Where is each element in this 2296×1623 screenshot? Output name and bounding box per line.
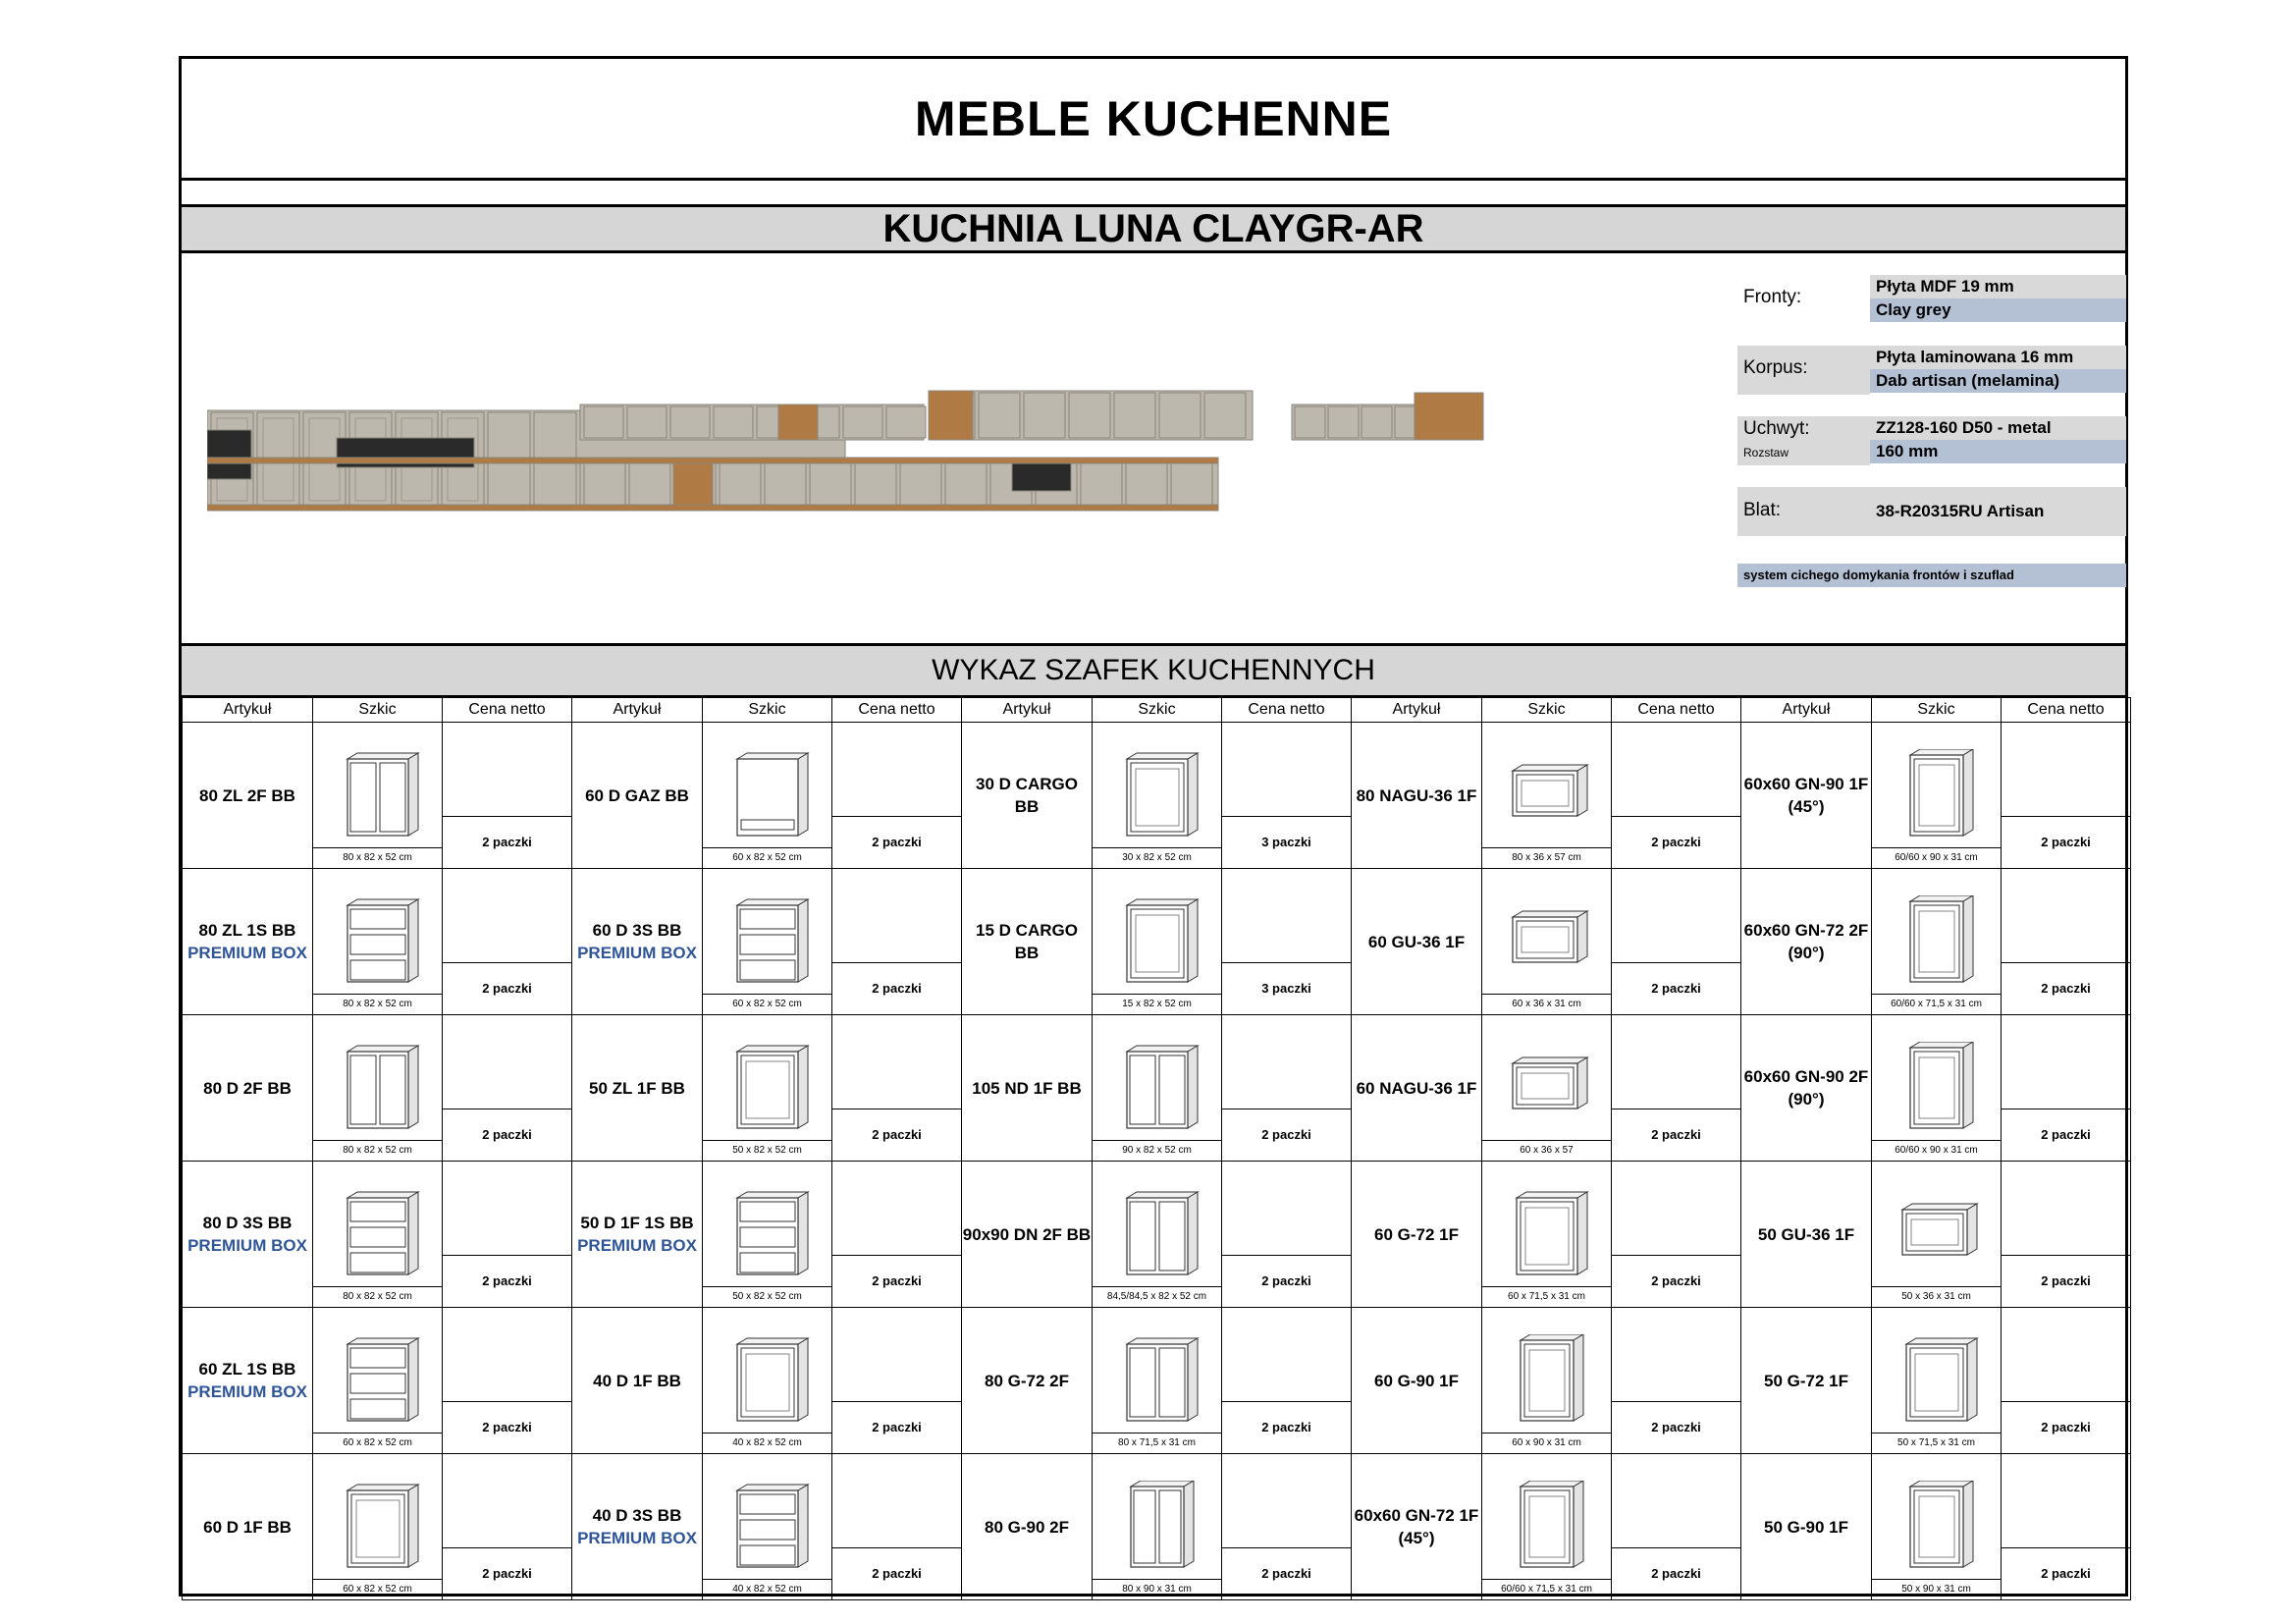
dimension-label: 50 x 36 x 31 cm <box>1872 1286 2001 1307</box>
open-shelf-1 <box>778 405 818 440</box>
price-cell <box>1222 1015 1352 1162</box>
article-cell <box>962 869 1093 1015</box>
table-row <box>183 723 2131 869</box>
cargo-slim-base-icon <box>1113 895 1201 994</box>
price-cell <box>443 1308 572 1454</box>
article-cell <box>1352 723 1482 869</box>
hero-area <box>182 253 2125 646</box>
dimension-label: 80 x 71,5 x 31 cm <box>1093 1433 1221 1453</box>
article-name: 60 D 3S BB <box>592 921 682 940</box>
sketch-cell <box>1482 1162 1612 1308</box>
price-cell <box>2002 723 2131 869</box>
dimension-label: 60 x 36 x 31 cm <box>1482 994 1611 1014</box>
article-cell <box>572 1308 703 1454</box>
header-artykul: Artykuł <box>1352 698 1482 723</box>
package-count: 2 paczki <box>1222 1401 1351 1453</box>
package-count: 2 paczki <box>1222 1547 1351 1599</box>
dimension-label: 60 x 71,5 x 31 cm <box>1482 1286 1611 1307</box>
sketch-cell <box>1872 1162 2002 1308</box>
dimension-label: 50 x 71,5 x 31 cm <box>1872 1433 2001 1453</box>
corner-wall-45-icon <box>1893 749 1981 847</box>
sketch-cell <box>1093 869 1222 1015</box>
table-row <box>183 1162 2131 1308</box>
package-count: 2 paczki <box>2002 816 2130 868</box>
oven-unit <box>207 430 251 479</box>
hood-cabinet-small-icon <box>1503 1042 1591 1140</box>
page-title: MEBLE KUCHENNE <box>914 90 1393 146</box>
spec-fronty <box>1737 275 2126 324</box>
dimension-label: 80 x 82 x 52 cm <box>313 847 442 868</box>
article-name: 40 D 1F BB <box>593 1371 681 1390</box>
article-name: 80 NAGU-36 1F <box>1356 785 1477 805</box>
article-cell <box>1741 1308 1872 1454</box>
base-1-door-icon <box>334 1481 422 1579</box>
article-cell <box>1741 1015 1872 1162</box>
wall-1-door-small-icon <box>1893 1334 1981 1433</box>
article-name: 60x60 GN-72 2F (90°) <box>1743 921 1869 962</box>
article-name: 15 D CARGO BB <box>976 921 1078 962</box>
spec-blat-label: Blat: <box>1743 500 1782 520</box>
sketch-cell <box>1093 1308 1222 1454</box>
spec-fronty-line1: Płyta MDF 19 mm <box>1870 275 2126 298</box>
open-shelf-2 <box>929 391 973 440</box>
open-gas-base-icon <box>723 749 812 847</box>
sink-drawer-base-icon <box>334 895 422 994</box>
article-name: 60 G-72 1F <box>1374 1224 1459 1244</box>
article-name: 80 G-72 2F <box>985 1371 1069 1390</box>
corner-base-icon <box>1113 1042 1201 1140</box>
article-cell <box>1741 1162 1872 1308</box>
sketch-cell <box>703 723 832 869</box>
sketch-cell <box>703 1454 832 1600</box>
kitchen-name: KUCHNIA LUNA CLAYGR-AR <box>882 206 1424 250</box>
article-cell <box>1352 1308 1482 1454</box>
article-name: 60x60 GN-72 1F (45°) <box>1354 1506 1479 1547</box>
sketch-cell <box>1093 723 1222 869</box>
sketch-cell <box>1872 1015 2002 1162</box>
premium-box-label: PREMIUM BOX <box>187 944 307 962</box>
header-szkic: Szkic <box>1093 698 1222 723</box>
article-cell <box>183 869 313 1015</box>
price-cell <box>443 1015 572 1162</box>
dimension-label: 40 x 82 x 52 cm <box>703 1433 831 1453</box>
sketch-cell <box>703 1308 832 1454</box>
wall-1-door-icon <box>1503 1188 1591 1286</box>
spec-korpus <box>1737 346 2126 395</box>
article-cell <box>572 1162 703 1308</box>
article-name: 50 GU-36 1F <box>1757 1224 1855 1244</box>
corner-wall-tall-icon <box>1893 1042 1981 1140</box>
package-count: 2 paczki <box>443 962 571 1014</box>
package-count: 2 paczki <box>832 1401 961 1453</box>
open-shelf-3 <box>1415 393 1483 440</box>
header-cena: Cena netto <box>832 698 962 723</box>
sketch-cell <box>313 723 443 869</box>
package-count: 2 paczki <box>1612 816 1740 868</box>
dimension-label: 50 x 90 x 31 cm <box>1872 1579 2001 1599</box>
price-cell <box>2002 1308 2131 1454</box>
sketch-cell <box>1093 1454 1222 1600</box>
subtitle-band <box>182 204 2125 253</box>
article-cell <box>1352 1015 1482 1162</box>
package-count: 2 paczki <box>832 1255 961 1307</box>
header-szkic: Szkic <box>1482 698 1612 723</box>
cargo-base-icon <box>1113 749 1201 847</box>
article-cell <box>1352 869 1482 1015</box>
article-name: 50 G-90 1F <box>1764 1517 1848 1537</box>
catalog-sheet <box>179 56 2128 1596</box>
dimension-label: 15 x 82 x 52 cm <box>1093 994 1221 1014</box>
article-cell <box>572 1015 703 1162</box>
section-band <box>182 646 2125 697</box>
package-count: 2 paczki <box>1612 962 1740 1014</box>
sketch-cell <box>703 1015 832 1162</box>
dimension-label: 80 x 82 x 52 cm <box>313 994 442 1014</box>
table-row <box>183 1015 2131 1162</box>
spec-uchwyt <box>1737 416 2126 465</box>
sketch-cell <box>1482 1454 1612 1600</box>
article-cell <box>1352 1454 1482 1600</box>
sketch-cell <box>313 1308 443 1454</box>
article-cell <box>962 1015 1093 1162</box>
dimension-label: 80 x 90 x 31 cm <box>1093 1579 1221 1599</box>
price-cell <box>1612 1454 1741 1600</box>
header-szkic: Szkic <box>1872 698 2002 723</box>
spec-blat-line1: 38-R20315RU Artisan <box>1876 502 2045 520</box>
price-cell <box>2002 869 2131 1015</box>
plinth <box>207 505 1218 511</box>
door-drawer-base-icon <box>723 1188 812 1286</box>
l-corner-base-icon <box>1113 1188 1201 1286</box>
spec-fronty-label: Fronty: <box>1743 287 1802 307</box>
price-cell <box>1612 723 1741 869</box>
table-row <box>183 869 2131 1015</box>
article-cell <box>962 1162 1093 1308</box>
header-szkic: Szkic <box>313 698 443 723</box>
header-szkic: Szkic <box>703 698 832 723</box>
header-cena: Cena netto <box>1612 698 1741 723</box>
article-cell <box>962 1454 1093 1600</box>
price-cell <box>1222 1308 1352 1454</box>
dimension-label: 80 x 82 x 52 cm <box>313 1140 442 1161</box>
cabinet-grid <box>182 697 2125 1600</box>
spec-korpus-line2: Dab artisan (melamina) <box>1870 369 2126 393</box>
sketch-cell <box>313 1162 443 1308</box>
sketch-cell <box>1872 1308 2002 1454</box>
header-cena: Cena netto <box>2002 698 2131 723</box>
spec-blat <box>1737 487 2126 536</box>
sketch-cell <box>1872 1454 2002 1600</box>
corner-wall-90-icon <box>1893 895 1981 994</box>
package-count: 2 paczki <box>832 816 961 868</box>
article-cell <box>183 1454 313 1600</box>
spec-table <box>1737 275 2126 603</box>
wall-flap-cabinet-icon <box>1503 895 1591 994</box>
sink-base-1-door-icon <box>723 1042 812 1140</box>
spec-system <box>1737 564 2126 587</box>
package-count: 2 paczki <box>443 1109 571 1161</box>
dimension-label: 60/60 x 71,5 x 31 cm <box>1482 1579 1611 1599</box>
package-count: 2 paczki <box>2002 1109 2130 1161</box>
article-name: 60 ZL 1S BB <box>198 1360 296 1379</box>
article-name: 60 D 1F BB <box>203 1517 292 1537</box>
article-name: 60 GU-36 1F <box>1367 932 1466 951</box>
sketch-cell <box>313 1015 443 1162</box>
price-cell <box>1222 723 1352 869</box>
price-cell <box>443 1454 572 1600</box>
package-count: 3 paczki <box>1222 962 1351 1014</box>
tall-wall-1-door-icon <box>1503 1334 1591 1433</box>
package-count: 2 paczki <box>832 962 961 1014</box>
sketch-cell <box>1482 869 1612 1015</box>
article-name: 80 ZL 1S BB <box>198 921 296 940</box>
package-count: 2 paczki <box>2002 1255 2130 1307</box>
package-count: 2 paczki <box>2002 1547 2130 1599</box>
article-name: 80 G-90 2F <box>985 1517 1069 1537</box>
article-name: 50 G-72 1F <box>1764 1371 1848 1390</box>
article-name: 30 D CARGO BB <box>976 775 1078 816</box>
article-name: 60x60 GN-90 2F (90°) <box>1743 1067 1869 1109</box>
table-row <box>183 1308 2131 1454</box>
wall-2-door-icon <box>1113 1334 1201 1433</box>
sketch-cell <box>703 1162 832 1308</box>
package-count: 2 paczki <box>443 1401 571 1453</box>
built-in-oven <box>1012 463 1071 491</box>
package-count: 2 paczki <box>1612 1255 1740 1307</box>
price-cell <box>832 1015 962 1162</box>
dimension-label: 80 x 82 x 52 cm <box>313 1286 442 1307</box>
price-cell <box>443 723 572 869</box>
price-cell <box>832 1308 962 1454</box>
sketch-cell <box>1093 1162 1222 1308</box>
spec-uchwyt-note: Rozstaw <box>1743 446 1789 460</box>
wide-drawer-base-icon <box>334 1188 422 1286</box>
article-name: 80 ZL 2F BB <box>199 785 295 805</box>
dimension-label: 50 x 82 x 52 cm <box>703 1286 831 1307</box>
tall-wall-narrow-icon <box>1893 1481 1981 1579</box>
dimension-label: 60 x 90 x 31 cm <box>1482 1433 1611 1453</box>
article-cell <box>183 723 313 869</box>
package-count: 2 paczki <box>1612 1547 1740 1599</box>
premium-box-label: PREMIUM BOX <box>187 1236 307 1255</box>
sketch-cell <box>1872 869 2002 1015</box>
article-cell <box>1741 723 1872 869</box>
spec-fronty-line2: Clay grey <box>1870 298 2126 322</box>
dimension-label: 60 x 82 x 52 cm <box>703 847 831 868</box>
sketch-cell <box>313 869 443 1015</box>
header-artykul: Artykuł <box>1741 698 1872 723</box>
package-count: 2 paczki <box>1612 1109 1740 1161</box>
sketch-cell <box>313 1454 443 1600</box>
narrow-drawer-base-icon <box>723 1481 812 1579</box>
header-cena: Cena netto <box>1222 698 1352 723</box>
article-cell <box>962 1308 1093 1454</box>
article-cell <box>183 1308 313 1454</box>
premium-box-label: PREMIUM BOX <box>187 1382 307 1401</box>
spec-korpus-label: Korpus: <box>1743 357 1808 378</box>
wall-flap-small-icon <box>1893 1188 1981 1286</box>
price-cell <box>2002 1015 2131 1162</box>
article-cell <box>1352 1162 1482 1308</box>
spec-system-note: system cichego domykania frontów i szuflad <box>1737 564 2126 587</box>
dimension-label: 60/60 x 71,5 x 31 cm <box>1872 994 2001 1014</box>
dimension-label: 60 x 82 x 52 cm <box>313 1579 442 1599</box>
dimension-label: 60/60 x 90 x 31 cm <box>1872 1140 2001 1161</box>
article-cell <box>1741 1454 1872 1600</box>
package-count: 2 paczki <box>443 1547 571 1599</box>
package-count: 2 paczki <box>832 1547 961 1599</box>
sink-base-2-door-icon <box>334 749 422 847</box>
narrow-base-door-icon <box>723 1334 812 1433</box>
price-cell <box>443 869 572 1015</box>
sketch-cell <box>703 869 832 1015</box>
spec-uchwyt-line1: ZZ128-160 D50 - metal <box>1870 416 2126 440</box>
article-name: 60 G-90 1F <box>1374 1371 1459 1390</box>
price-cell <box>832 1454 962 1600</box>
table-header-row <box>183 698 2131 723</box>
kitchen-render-illustration <box>207 352 1896 528</box>
package-count: 2 paczki <box>1612 1401 1740 1453</box>
package-count: 2 paczki <box>2002 1401 2130 1453</box>
sketch-cell <box>1482 1015 1612 1162</box>
dimension-label: 30 x 82 x 52 cm <box>1093 847 1221 868</box>
article-cell <box>183 1015 313 1162</box>
package-count: 3 paczki <box>1222 816 1351 868</box>
article-name: 105 ND 1F BB <box>972 1078 1082 1098</box>
article-cell <box>572 869 703 1015</box>
article-name: 50 ZL 1F BB <box>589 1078 685 1098</box>
article-cell <box>962 723 1093 869</box>
premium-box-label: PREMIUM BOX <box>577 1529 697 1547</box>
price-cell <box>832 723 962 869</box>
tall-wall-2-door-icon <box>1113 1481 1201 1579</box>
dimension-label: 60/60 x 90 x 31 cm <box>1872 847 2001 868</box>
header-artykul: Artykuł <box>572 698 703 723</box>
sketch-cell <box>1482 1308 1612 1454</box>
article-name: 40 D 3S BB <box>592 1506 682 1525</box>
header-cena: Cena netto <box>443 698 572 723</box>
package-count: 2 paczki <box>1222 1109 1351 1161</box>
article-name: 80 D 3S BB <box>202 1214 293 1232</box>
price-cell <box>2002 1454 2131 1600</box>
cabinet-table <box>182 697 2131 1600</box>
title-band <box>182 59 2125 181</box>
price-cell <box>832 1162 962 1308</box>
article-name: 90x90 DN 2F BB <box>962 1224 1092 1244</box>
sketch-cell <box>1093 1015 1222 1162</box>
dimension-label: 60 x 82 x 52 cm <box>703 994 831 1014</box>
price-cell <box>1612 1308 1741 1454</box>
package-count: 2 paczki <box>1222 1255 1351 1307</box>
header-artykul: Artykuł <box>962 698 1093 723</box>
price-cell <box>1222 1454 1352 1600</box>
sink-drawer-small-icon <box>334 1334 422 1433</box>
spec-korpus-line1: Płyta laminowana 16 mm <box>1870 346 2126 369</box>
corner-wall-45-small-icon <box>1503 1481 1591 1579</box>
sketch-cell <box>1872 723 2002 869</box>
drawer-base-3-icon <box>723 895 812 994</box>
dimension-label: 40 x 82 x 52 cm <box>703 1579 831 1599</box>
premium-box-label: PREMIUM BOX <box>577 1236 697 1255</box>
package-count: 2 paczki <box>443 1255 571 1307</box>
dimension-label: 84,5/84,5 x 82 x 52 cm <box>1093 1286 1221 1307</box>
spec-uchwyt-line2: 160 mm <box>1870 440 2126 463</box>
article-name: 80 D 2F BB <box>203 1078 292 1098</box>
sketch-cell <box>1482 723 1612 869</box>
article-name: 60 D GAZ BB <box>585 785 689 805</box>
price-cell <box>1612 1162 1741 1308</box>
article-cell <box>183 1162 313 1308</box>
dimension-label: 50 x 82 x 52 cm <box>703 1140 831 1161</box>
dimension-label: 60 x 82 x 52 cm <box>313 1433 442 1453</box>
dimension-label: 90 x 82 x 52 cm <box>1093 1140 1221 1161</box>
package-count: 2 paczki <box>443 816 571 868</box>
article-cell <box>572 723 703 869</box>
package-count: 2 paczki <box>2002 962 2130 1014</box>
article-name: 60x60 GN-90 1F (45°) <box>1743 775 1869 816</box>
article-name: 60 NAGU-36 1F <box>1356 1078 1477 1098</box>
price-cell <box>832 869 962 1015</box>
dimension-label: 60 x 36 x 57 <box>1482 1140 1611 1161</box>
section-title: WYKAZ SZAFEK KUCHENNYCH <box>932 654 1375 686</box>
price-cell <box>1612 1015 1741 1162</box>
price-cell <box>1222 869 1352 1015</box>
package-count: 2 paczki <box>832 1109 961 1161</box>
price-cell <box>1222 1162 1352 1308</box>
article-cell <box>572 1454 703 1600</box>
open-shelf-4 <box>673 460 713 507</box>
spec-uchwyt-label: Uchwyt: <box>1743 418 1810 439</box>
price-cell <box>443 1162 572 1308</box>
header-artykul: Artykuł <box>183 698 313 723</box>
price-cell <box>1612 869 1741 1015</box>
worktop <box>207 458 1218 463</box>
table-row <box>183 1454 2131 1600</box>
hood-cabinet-icon <box>1503 749 1591 847</box>
article-name: 50 D 1F 1S BB <box>580 1214 694 1232</box>
base-2-door-icon <box>334 1042 422 1140</box>
article-cell <box>1741 869 1872 1015</box>
dimension-label: 80 x 36 x 57 cm <box>1482 847 1611 868</box>
premium-box-label: PREMIUM BOX <box>577 944 697 962</box>
price-cell <box>2002 1162 2131 1308</box>
